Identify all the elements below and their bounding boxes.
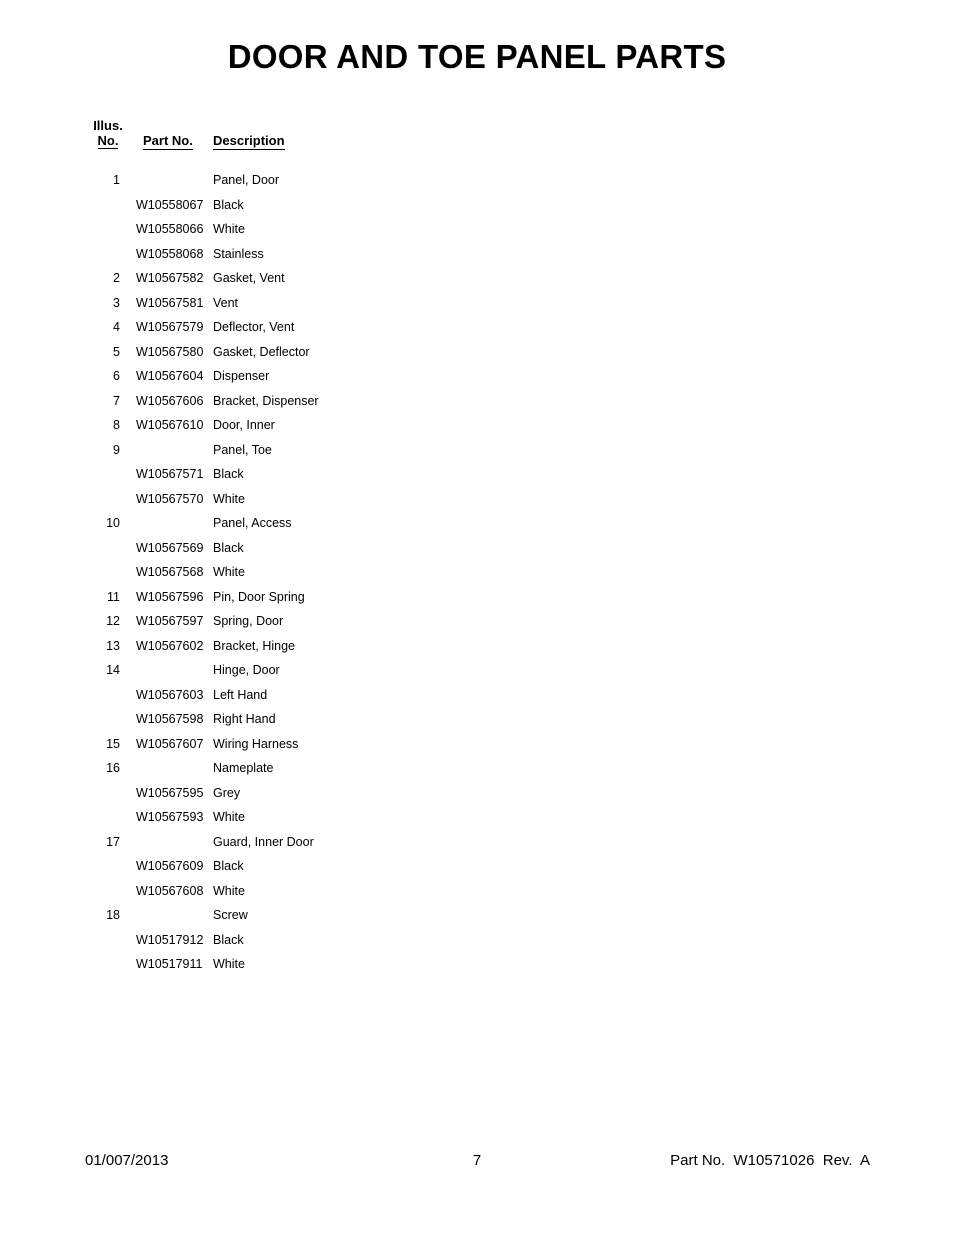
- part-description: Black: [213, 467, 244, 481]
- part-number: W10567597: [136, 614, 204, 628]
- illus-number: 1: [113, 173, 120, 187]
- part-row: [0, 392, 600, 417]
- part-row: [0, 490, 600, 515]
- part-description: Black: [213, 197, 244, 212]
- part-row: [0, 441, 600, 466]
- part-row: [0, 343, 600, 368]
- part-description: Grey: [213, 785, 241, 800]
- header-illus-line1: Illus.: [93, 118, 123, 133]
- part-row: [0, 735, 600, 760]
- illus-number: 17: [106, 834, 120, 849]
- part-description: White: [213, 957, 245, 971]
- illus-number: 2: [113, 271, 120, 285]
- part-description: Gasket, Deflector: [213, 344, 310, 359]
- part-description: Spring, Door: [213, 614, 284, 628]
- part-number: W10567609: [136, 859, 204, 873]
- part-description: Screw: [213, 908, 248, 922]
- part-row: [0, 294, 600, 319]
- part-number: W10558067: [136, 197, 204, 212]
- part-row: [0, 833, 600, 858]
- part-row: [0, 171, 600, 196]
- part-description: Panel, Door: [213, 173, 280, 187]
- part-description: Nameplate: [213, 761, 274, 775]
- part-number: W10567602: [136, 638, 204, 653]
- illus-number: 11: [107, 589, 120, 604]
- part-number: W10567582: [136, 271, 204, 285]
- part-row: [0, 955, 600, 980]
- part-number: W10567603: [136, 687, 204, 702]
- header-illus-line2: No.: [97, 133, 119, 148]
- part-description: Wiring Harness: [213, 736, 299, 751]
- part-description: Gasket, Vent: [213, 271, 285, 285]
- illus-number: 8: [113, 418, 120, 432]
- part-row: [0, 710, 600, 735]
- part-description: Door, Inner: [213, 418, 275, 432]
- part-row: [0, 588, 600, 613]
- part-number: W10567593: [136, 810, 204, 824]
- part-description: White: [213, 810, 245, 824]
- part-row: [0, 539, 600, 564]
- part-number: W10567595: [136, 785, 204, 800]
- part-description: Dispenser: [213, 369, 270, 383]
- footer-document-number: Part No. W10571026 Rev. A: [670, 1152, 870, 1169]
- part-row: [0, 563, 600, 588]
- part-row: [0, 808, 600, 833]
- footer-date: 01/007/2013: [85, 1152, 169, 1169]
- part-row: [0, 906, 600, 931]
- part-number: W10567569: [136, 540, 204, 555]
- illus-number: 18: [106, 908, 120, 922]
- part-number: W10567568: [136, 565, 204, 579]
- illus-number: 9: [113, 442, 120, 457]
- part-number: W10567571: [136, 467, 204, 481]
- part-number: W10517912: [136, 932, 204, 947]
- illus-number: 4: [113, 320, 120, 334]
- part-number: W10567596: [136, 589, 204, 604]
- part-description: Bracket, Hinge: [213, 638, 295, 653]
- part-number: W10567607: [136, 736, 204, 751]
- part-number: W10558066: [136, 222, 204, 236]
- illus-number: 5: [113, 344, 120, 359]
- part-description: Hinge, Door: [213, 663, 280, 677]
- part-number: W10567606: [136, 393, 204, 408]
- part-row: [0, 759, 600, 784]
- part-description: Vent: [213, 295, 239, 310]
- part-number: W10567570: [136, 491, 204, 506]
- part-description: Guard, Inner Door: [213, 834, 314, 849]
- part-description: White: [213, 883, 245, 898]
- illus-number: 14: [106, 663, 120, 677]
- part-row: [0, 416, 600, 441]
- footer-page-number: 7: [472, 1152, 482, 1169]
- part-row: [0, 269, 600, 294]
- part-number: W10567598: [136, 712, 204, 726]
- part-row: [0, 784, 600, 809]
- part-description: Stainless: [213, 246, 264, 261]
- part-number: W10567580: [136, 344, 204, 359]
- illus-number: 6: [113, 369, 120, 383]
- part-row: [0, 637, 600, 662]
- page-title: DOOR AND TOE PANEL PARTS: [227, 38, 727, 75]
- part-row: [0, 318, 600, 343]
- illus-number: 16: [106, 761, 120, 775]
- part-number: W10567581: [136, 295, 204, 310]
- part-description: White: [213, 491, 245, 506]
- part-description: Left Hand: [213, 687, 268, 702]
- illus-number: 12: [106, 614, 120, 628]
- part-row: [0, 514, 600, 539]
- part-row: [0, 367, 600, 392]
- part-number: W10567604: [136, 369, 204, 383]
- part-row: [0, 882, 600, 907]
- part-number: W10567608: [136, 883, 204, 898]
- part-description: Deflector, Vent: [213, 320, 295, 334]
- illus-number: 13: [106, 638, 120, 653]
- part-description: Black: [213, 540, 244, 555]
- part-description: Panel, Toe: [213, 442, 272, 457]
- part-number: W10567610: [136, 418, 204, 432]
- header-description: Description: [213, 133, 285, 148]
- part-row: [0, 196, 600, 221]
- part-description: Pin, Door Spring: [213, 589, 305, 604]
- part-row: [0, 931, 600, 956]
- illus-number: 7: [113, 393, 120, 408]
- illus-number: 3: [113, 295, 120, 310]
- part-row: [0, 465, 600, 490]
- header-illus-no: [92, 118, 124, 149]
- part-description: Black: [213, 859, 244, 873]
- header-part-no: Part No.: [143, 133, 193, 148]
- part-number: W10558068: [136, 246, 204, 261]
- part-row: [0, 612, 600, 637]
- part-row: [0, 220, 600, 245]
- part-description: Panel, Access: [213, 516, 292, 530]
- part-description: White: [213, 565, 245, 579]
- part-description: Black: [213, 932, 244, 947]
- illus-number: 10: [106, 516, 120, 530]
- part-row: [0, 661, 600, 686]
- part-description: Bracket, Dispenser: [213, 393, 319, 408]
- part-description: White: [213, 222, 245, 236]
- part-row: [0, 857, 600, 882]
- part-number: W10517911: [136, 957, 203, 971]
- part-row: [0, 245, 600, 270]
- part-description: Right Hand: [213, 712, 276, 726]
- illus-number: 15: [106, 736, 120, 751]
- parts-list: [0, 171, 600, 980]
- part-number: W10567579: [136, 320, 204, 334]
- part-row: [0, 686, 600, 711]
